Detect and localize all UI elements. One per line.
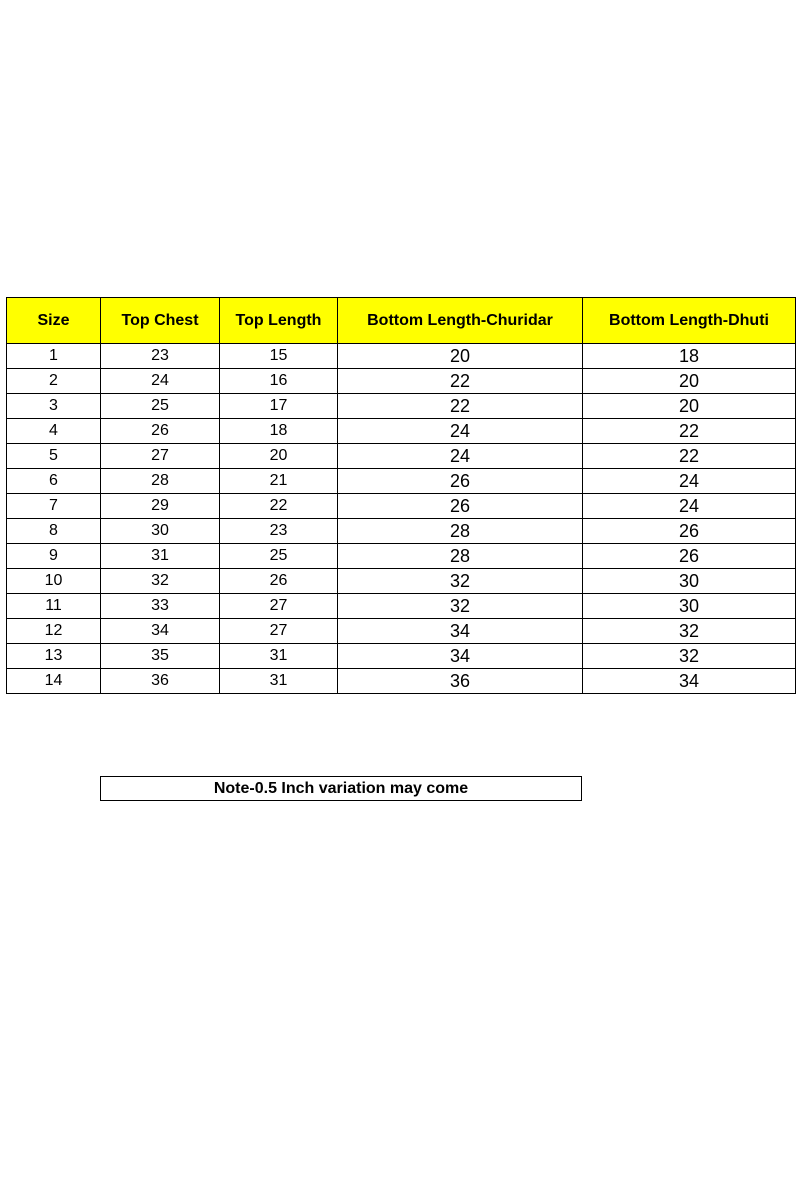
cell-top-length: 27 xyxy=(220,594,338,619)
header-bottom-length-churidar: Bottom Length-Churidar xyxy=(338,298,583,344)
cell-top-length: 15 xyxy=(220,344,338,369)
cell-top-chest: 34 xyxy=(101,619,220,644)
cell-top-chest: 25 xyxy=(101,394,220,419)
cell-top-chest: 31 xyxy=(101,544,220,569)
cell-bottom-length-dhuti: 22 xyxy=(583,419,796,444)
cell-bottom-length-dhuti: 24 xyxy=(583,494,796,519)
cell-top-length: 18 xyxy=(220,419,338,444)
cell-top-length: 31 xyxy=(220,644,338,669)
header-row xyxy=(7,298,796,344)
cell-top-chest: 28 xyxy=(101,469,220,494)
table-row xyxy=(7,519,796,544)
cell-bottom-length-dhuti: 30 xyxy=(583,594,796,619)
table-row xyxy=(7,594,796,619)
cell-bottom-length-churidar: 24 xyxy=(338,444,583,469)
table-row xyxy=(7,444,796,469)
table-row xyxy=(7,394,796,419)
cell-bottom-length-churidar: 28 xyxy=(338,519,583,544)
cell-top-chest: 29 xyxy=(101,494,220,519)
cell-top-length: 16 xyxy=(220,369,338,394)
cell-bottom-length-churidar: 32 xyxy=(338,594,583,619)
table-body xyxy=(7,344,796,694)
cell-bottom-length-churidar: 34 xyxy=(338,644,583,669)
cell-top-chest: 26 xyxy=(101,419,220,444)
table-row xyxy=(7,569,796,594)
cell-top-chest: 27 xyxy=(101,444,220,469)
cell-bottom-length-churidar: 24 xyxy=(338,419,583,444)
cell-bottom-length-dhuti: 22 xyxy=(583,444,796,469)
cell-top-length: 22 xyxy=(220,494,338,519)
cell-size: 8 xyxy=(7,519,101,544)
table-row xyxy=(7,494,796,519)
table-row xyxy=(7,419,796,444)
cell-bottom-length-churidar: 26 xyxy=(338,494,583,519)
cell-bottom-length-churidar: 22 xyxy=(338,394,583,419)
cell-bottom-length-dhuti: 20 xyxy=(583,369,796,394)
cell-size: 13 xyxy=(7,644,101,669)
cell-bottom-length-churidar: 20 xyxy=(338,344,583,369)
cell-top-length: 21 xyxy=(220,469,338,494)
cell-size: 3 xyxy=(7,394,101,419)
note-text: Note-0.5 Inch variation may come xyxy=(213,779,469,797)
table-row xyxy=(7,619,796,644)
cell-top-length: 31 xyxy=(220,669,338,694)
cell-bottom-length-dhuti: 26 xyxy=(583,519,796,544)
cell-size: 6 xyxy=(7,469,101,494)
cell-top-length: 23 xyxy=(220,519,338,544)
cell-bottom-length-dhuti: 32 xyxy=(583,619,796,644)
cell-top-length: 27 xyxy=(220,619,338,644)
cell-top-length: 17 xyxy=(220,394,338,419)
table-row xyxy=(7,369,796,394)
header-bottom-length-dhuti: Bottom Length-Dhuti xyxy=(583,298,796,344)
cell-bottom-length-dhuti: 32 xyxy=(583,644,796,669)
table-row xyxy=(7,469,796,494)
size-chart-table xyxy=(6,297,796,694)
cell-size: 5 xyxy=(7,444,101,469)
cell-top-chest: 33 xyxy=(101,594,220,619)
table-row xyxy=(7,644,796,669)
cell-top-length: 26 xyxy=(220,569,338,594)
cell-bottom-length-churidar: 26 xyxy=(338,469,583,494)
cell-size: 7 xyxy=(7,494,101,519)
cell-top-chest: 23 xyxy=(101,344,220,369)
table-row xyxy=(7,669,796,694)
cell-top-length: 25 xyxy=(220,544,338,569)
cell-bottom-length-churidar: 22 xyxy=(338,369,583,394)
header-size: Size xyxy=(7,298,101,344)
cell-size: 9 xyxy=(7,544,101,569)
cell-bottom-length-churidar: 32 xyxy=(338,569,583,594)
cell-bottom-length-churidar: 34 xyxy=(338,619,583,644)
cell-size: 10 xyxy=(7,569,101,594)
cell-top-chest: 24 xyxy=(101,369,220,394)
cell-bottom-length-dhuti: 30 xyxy=(583,569,796,594)
cell-bottom-length-dhuti: 20 xyxy=(583,394,796,419)
cell-size: 11 xyxy=(7,594,101,619)
cell-bottom-length-dhuti: 34 xyxy=(583,669,796,694)
cell-top-chest: 32 xyxy=(101,569,220,594)
table-row xyxy=(7,344,796,369)
cell-size: 4 xyxy=(7,419,101,444)
cell-size: 14 xyxy=(7,669,101,694)
table-row xyxy=(7,544,796,569)
cell-bottom-length-dhuti: 26 xyxy=(583,544,796,569)
cell-top-chest: 36 xyxy=(101,669,220,694)
cell-size: 1 xyxy=(7,344,101,369)
cell-bottom-length-dhuti: 18 xyxy=(583,344,796,369)
header-top-chest: Top Chest xyxy=(101,298,220,344)
cell-bottom-length-dhuti: 24 xyxy=(583,469,796,494)
cell-size: 2 xyxy=(7,369,101,394)
cell-bottom-length-churidar: 36 xyxy=(338,669,583,694)
cell-top-chest: 30 xyxy=(101,519,220,544)
header-top-length: Top Length xyxy=(220,298,338,344)
cell-bottom-length-churidar: 28 xyxy=(338,544,583,569)
cell-top-length: 20 xyxy=(220,444,338,469)
cell-size: 12 xyxy=(7,619,101,644)
cell-top-chest: 35 xyxy=(101,644,220,669)
variation-note xyxy=(100,776,582,801)
